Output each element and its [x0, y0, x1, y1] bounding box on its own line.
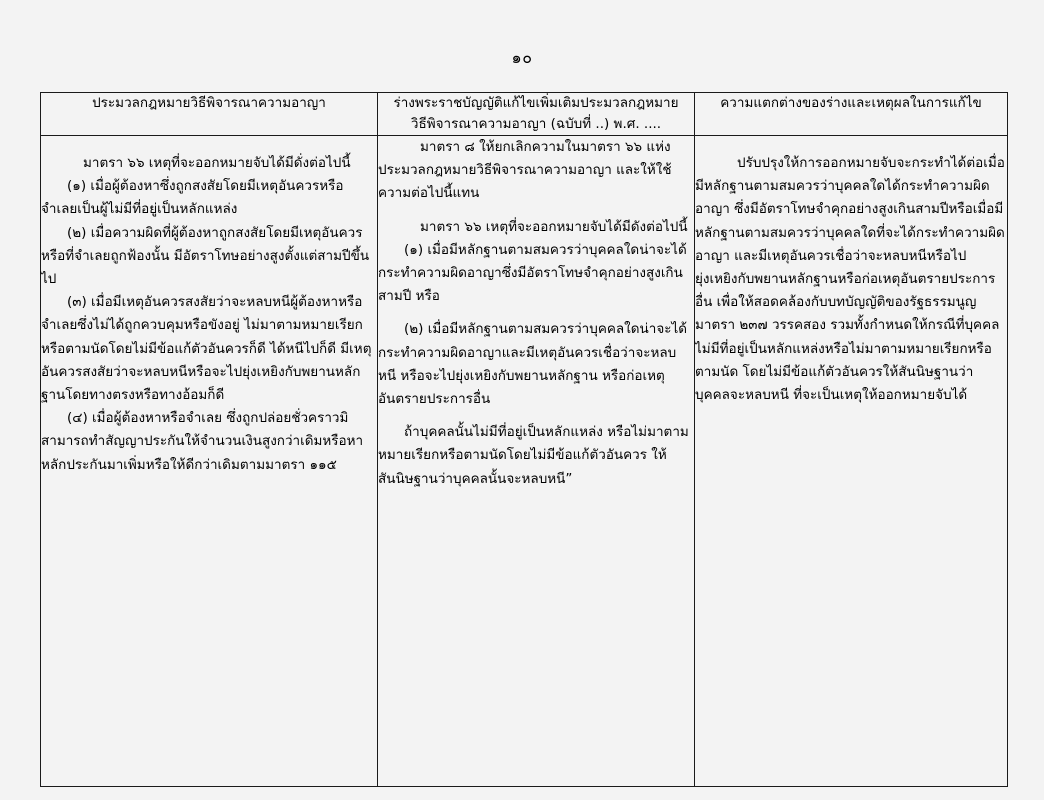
column-header-differences: ความแตกต่างของร่างและเหตุผลในการแก้ไข	[695, 93, 1008, 136]
column-header-draft-act-line2: วิธีพิจารณาความอาญา (ฉบับที่ ..) พ.ศ. ....	[410, 115, 662, 132]
page-number: ๑๐	[511, 48, 533, 67]
paragraph-section-8-repeal: มาตรา ๘ ให้ยกเลิกความในมาตรา ๖๖ แห่งประมวลกฎหมายวิธีพิจารณาความอาญา และให้ใช้ความต่อไปนี้แทน	[378, 138, 672, 202]
paragraph-section-66-heading: มาตรา ๖๖ เหตุที่จะออกหมายจับได้มีดั่งต่อไปนี้	[83, 154, 351, 171]
paragraph-clause-4: (๔) เมื่อผู้ต้องหาหรือจำเลย ซึ่งถูกปล่อยชั่วคราวมิสามารถทำสัญญาประกันให้จำนวนเงินสูงกว่าเดิมหรือหาหลักประกันมาเพิ่มหรือให้ดีกว่าเดิมตามมาตรา ๑๑๕	[41, 410, 364, 473]
comparison-table	[40, 92, 1008, 787]
paragraph-clause-1: (๑) เมื่อผู้ต้องหาซึ่งถูกสงสัยโดยมีเหตุอันควรหรือจำเลยเป็นผู้ไม่มีที่อยู่เป็นหลักแหล่ง	[41, 178, 344, 218]
column-header-original-code: ประมวลกฎหมายวิธีพิจารณาความอาญา	[41, 93, 378, 136]
table-header-row	[41, 93, 1008, 136]
column-header-draft-act-line1: ร่างพระราชบัญญัติแก้ไขเพิ่มเติมประมวลกฎหมาย	[393, 95, 679, 111]
paragraph-new-clause-2: (๒) เมื่อมีหลักฐานตามสมควรว่าบุคคลใดน่าจะได้กระทำความผิดอาญาและมีเหตุอันควรเชื่อว่าจะหลบหนี หรือจะไปยุ่งเหยิงกับพยานหลักฐาน หรือก่อเหตุอันตรายประการอื่น	[378, 321, 688, 408]
paragraph-presumption: ถ้าบุคคลนั้นไม่มีที่อยู่เป็นหลักแหล่ง หรือไม่มาตามหมายเรียกหรือตามนัดโดยไม่มีข้อแก้ตัวอันควร ให้สันนิษฐานว่าบุคคลนั้นจะหลบหนี”	[378, 424, 689, 487]
table-row	[41, 135, 1008, 786]
paragraph-new-clause-1: (๑) เมื่อมีหลักฐานตามสมควรว่าบุคคลใดน่าจะได้กระทำความผิดอาญาซึ่งมีอัตราโทษจำคุกอย่างสูงเกินสามปี หรือ	[378, 241, 687, 305]
paragraph-clause-3: (๓) เมื่อมีเหตุอันควรสงสัยว่าจะหลบหนีผู้ต้องหาหรือจำเลยซึ่งไม่ได้ถูกควบคุมหรือขังอยู่ ไม่มาตามหมายเรียกหรือตามนัดโดยไม่มีข้อแก้ตัวอันควรก็ดี ได้หนีไปก็ดี มีเหตุอันควรสงสัยว่าจะหลบหนีหรือจะไปยุ่งเหยิงกับพยานหลักฐานโดยทางตรงหรือทางอ้อมก็ดี	[41, 294, 372, 404]
cell-draft-act	[378, 135, 695, 786]
cell-differences	[695, 135, 1008, 786]
paragraph-rationale: ปรับปรุงให้การออกหมายจับจะกระทำได้ต่อเมื่อมีหลักฐานตามสมควรว่าบุคคลใดได้กระทำความผิดอาญา ซึ่งมีอัตราโทษจำคุกอย่างสูงเกินสามปีหรือเมื่อมีหลักฐานตามสมควรว่าบุคคลใดที่จะได้กระทำความผิดอาญา และมีเหตุอันควรเชื่อว่าจะหลบหนีหรือไปยุ่งเหยิงกับพยานหลักฐานหรือก่อเหตุอันตรายประการอื่น เพื่อให้สอดคล้องกับบทบัญญัติของรัฐธรรมนูญ มาตรา ๒๓๗ วรรคสอง รวมทั้งกำหนดให้กรณีที่บุคคลไม่มีที่อยู่เป็นหลักแหล่งหรือไม่มาตามหมายเรียกหรือตามนัด โดยไม่มีข้อแก้ตัวอันควรให้สันนิษฐานว่าบุคคลจะหลบหนี ที่จะเป็นเหตุให้ออกหมายจับได้	[695, 154, 1005, 404]
table-body	[41, 135, 1008, 786]
table-header	[41, 93, 1008, 136]
paragraph-clause-2: (๒) เมื่อความผิดที่ผู้ต้องหาถูกสงสัยโดยมีเหตุอันควรหรือที่จำเลยถูกฟ้องนั้น มีอัตราโทษอย่างสูงตั้งแต่สามปีขึ้นไป	[41, 224, 370, 287]
paragraph-new-section-66-heading: มาตรา ๖๖ เหตุที่จะออกหมายจับได้มีดังต่อไปนี้	[420, 218, 688, 235]
column-header-draft-act	[378, 93, 695, 136]
cell-original-code	[41, 135, 378, 786]
